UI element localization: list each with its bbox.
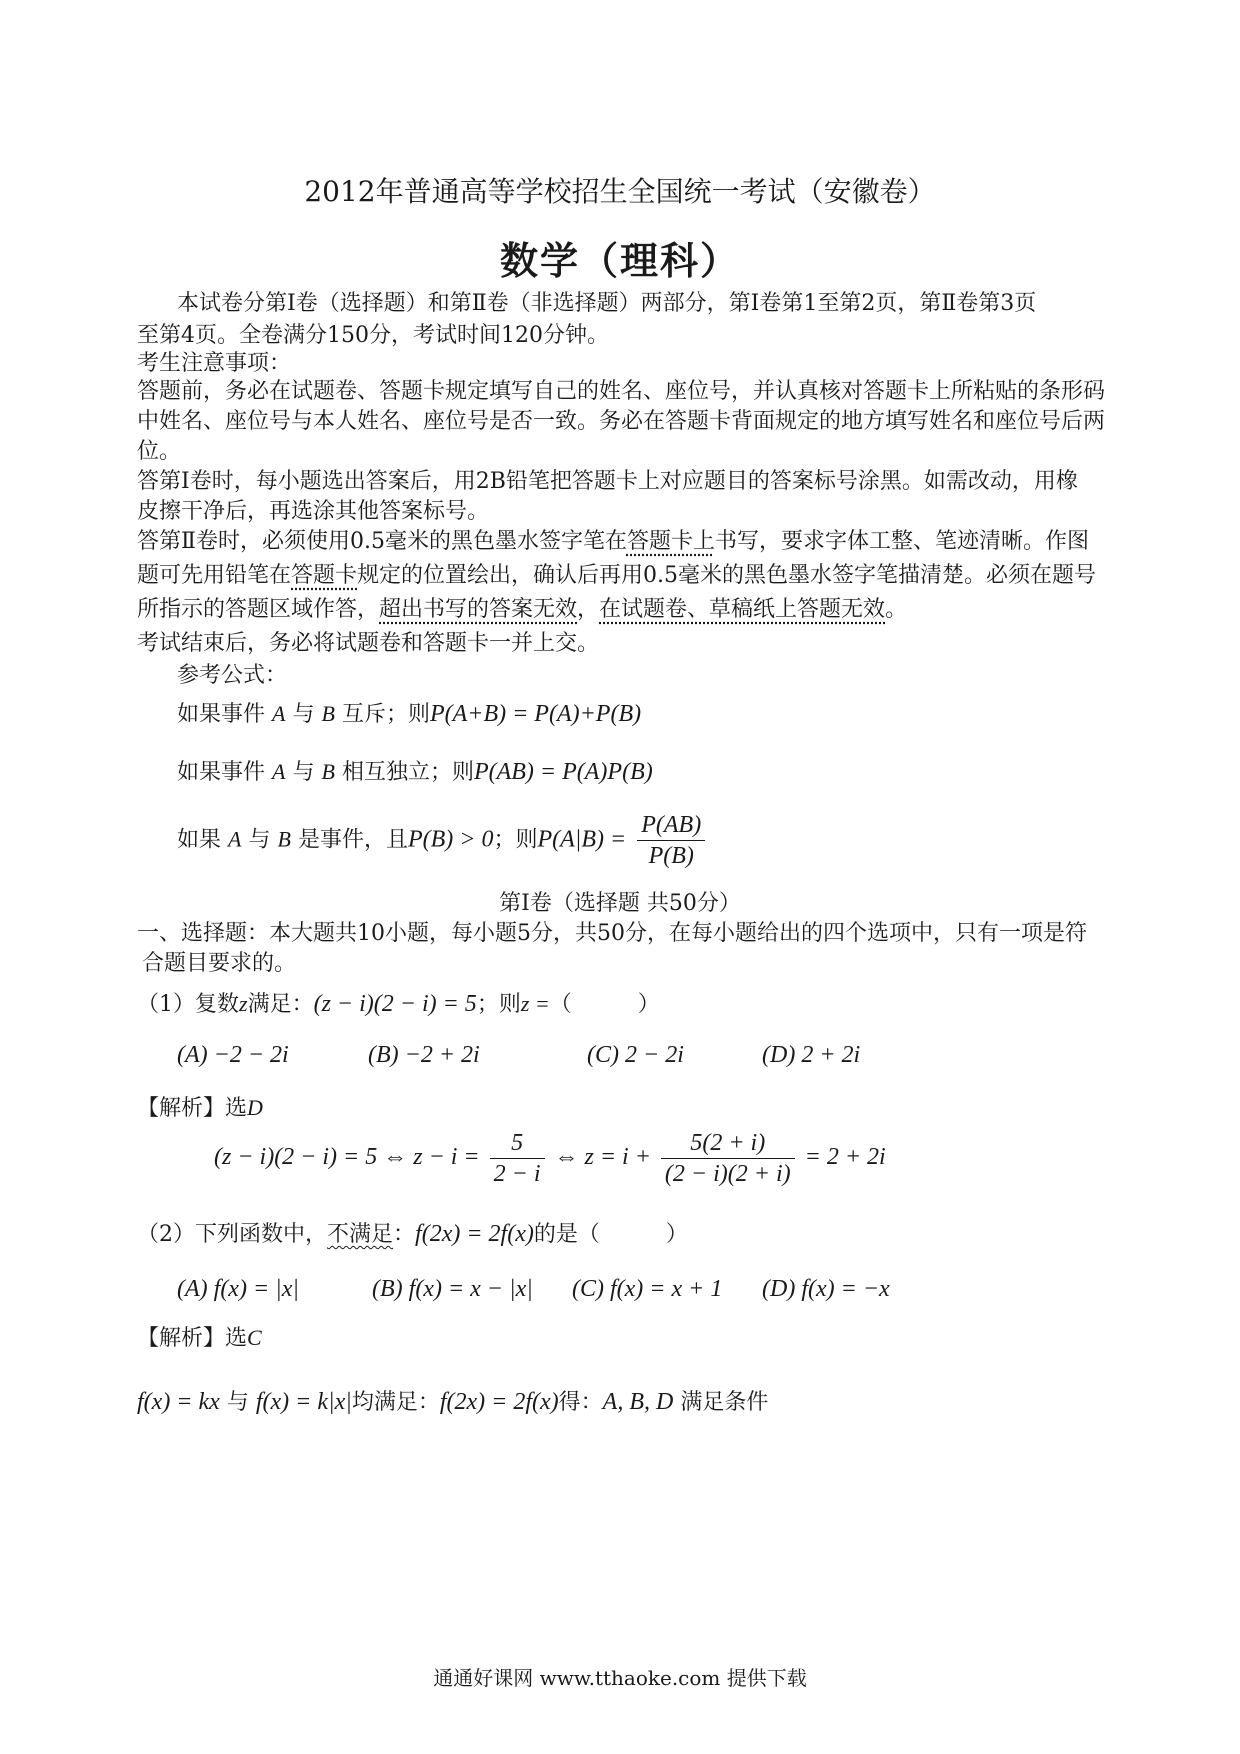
formula-text: 相互独立；则 — [341, 760, 474, 785]
emphasis-answer-card: 答题卡 — [291, 563, 358, 588]
notice-3-line-3 — [137, 594, 907, 626]
notice-3-text: 题可先用铅笔在 — [137, 563, 292, 588]
math-expression: P(B) > 0 — [407, 826, 494, 853]
math-var: B — [277, 826, 291, 852]
math-var: A — [228, 826, 242, 852]
fraction-denominator: 2 − i — [493, 1161, 541, 1187]
emphasis-invalid-draft: 在试题卷、草稿纸上答题无效 — [599, 597, 886, 622]
formula-text: 与 — [292, 760, 315, 785]
analysis-answer: C — [247, 1325, 262, 1350]
notice-2-line-2: 皮擦干净后，再选涂其他答案标号。 — [137, 499, 490, 524]
math-expression: P(A+B) = P(A)+P(B) — [429, 701, 642, 727]
question-2-option-c: (C) f(x) = x + 1 — [572, 1276, 723, 1302]
question-1-solution — [214, 1128, 886, 1189]
conditional-probability-fraction — [637, 810, 705, 871]
formula-text: 如果事件 — [177, 760, 266, 785]
formula-1 — [177, 698, 641, 731]
exam-title: 2012年普通高等学校招生全国统一考试（安徽卷） — [304, 175, 936, 208]
solution-text: 均满足： — [351, 1390, 440, 1415]
math-expression: P(AB) = P(A)P(B) — [473, 759, 653, 785]
math-expression: (z − i)(2 − i) = 5 — [313, 991, 477, 1017]
notice-3-text: ， — [577, 597, 600, 622]
question-text: ： — [393, 1222, 416, 1247]
emphasis-answer-card: 答题卡上 — [626, 529, 715, 554]
formula-text: 与 — [248, 827, 271, 853]
question-1-stem — [137, 988, 660, 1021]
fraction-numerator: 5 — [490, 1128, 545, 1159]
math-expression: = 2 + 2i — [804, 1144, 886, 1171]
formula-text: 如果事件 — [177, 702, 266, 727]
analysis-answer: D — [247, 1095, 263, 1120]
formula-text: 互斥；则 — [341, 702, 430, 727]
formula-text: 是事件，且 — [297, 827, 408, 853]
formula-text: ；则 — [493, 827, 538, 853]
section-1-desc-line-1: 一、选择题：本大题共10小题，每小题5分，共50分，在每小题给出的四个选项中，只有一项是符 — [137, 921, 1087, 946]
notice-4: 考试结束后，务必将试题卷和答题卡一并上交。 — [137, 631, 600, 656]
question-2-option-d: (D) f(x) = −x — [762, 1276, 890, 1302]
question-2-analysis — [137, 1322, 262, 1355]
fraction-denominator: (2 − i)(2 + i) — [664, 1161, 791, 1187]
answer-blank: （ ） — [549, 992, 660, 1017]
formula-text: 如果 — [177, 827, 222, 853]
math-expression: ⇔ z = i + — [554, 1144, 651, 1171]
notice-3-text: 所指示的答题区域作答， — [137, 597, 380, 622]
math-expression: f(2x) = 2f(x) — [439, 1389, 559, 1415]
math-var: B — [321, 701, 335, 726]
question-text: ；则 — [476, 992, 521, 1017]
notice-3-text: 规定的位置绘出，确认后再用0.5毫米的黑色墨水签字笔描清楚。必须在题号 — [357, 563, 1097, 588]
intro-line-1: 本试卷分第Ⅰ卷（选择题）和第Ⅱ卷（非选择题）两部分，第Ⅰ卷第1至第2页，第Ⅱ卷第3页 — [177, 291, 1037, 316]
math-expression: P(A|B) = — [537, 826, 627, 853]
section-1-desc-line-2: 合题目要求的。 — [142, 951, 297, 976]
math-expression: f(x) = k|x| — [255, 1389, 352, 1415]
math-var: A — [272, 701, 286, 726]
intro-line-2: 至第4页。全卷满分150分，考试时间120分钟。 — [137, 323, 609, 348]
question-text: （1）复数 — [137, 992, 239, 1017]
math-var: A — [272, 759, 286, 784]
question-text: 的是（ ） — [533, 1222, 688, 1247]
question-1-analysis — [137, 1092, 263, 1125]
section-1-heading: 第Ⅰ卷（选择题 共50分） — [499, 891, 741, 916]
footer-source: 通通好课网 www.tthaoke.com 提供下载 — [433, 1666, 807, 1690]
solution-text: 得： — [558, 1390, 603, 1415]
question-2-option-b: (B) f(x) = x − |x| — [372, 1276, 533, 1302]
emphasis-not-satisfy: 不满足 — [327, 1222, 394, 1247]
solution-text: 与 — [226, 1390, 249, 1415]
question-2-stem — [137, 1218, 688, 1251]
notice-3-text: 书写，要求字体工整、笔迹清晰。作图 — [714, 529, 1089, 554]
notice-1-line-2: 中姓名、座位号与本人姓名、座位号是否一致。务必在答题卡背面规定的地方填写姓名和座位号后两 — [137, 409, 1106, 434]
solution-fraction-1 — [490, 1128, 545, 1189]
fraction-denominator: P(B) — [648, 843, 694, 869]
solution-fraction-2 — [661, 1128, 795, 1189]
formula-2 — [177, 756, 653, 789]
notice-1-line-3: 位。 — [137, 439, 182, 464]
math-expression: (z − i)(2 − i) = 5 ⇔ z − i = — [214, 1144, 480, 1171]
question-text: （2）下列函数中， — [137, 1222, 327, 1247]
analysis-label: 【解析】选 — [137, 1326, 248, 1351]
math-var: z — [239, 991, 248, 1016]
question-1-option-c: (C) 2 − 2i — [587, 1042, 684, 1068]
question-2-solution — [137, 1386, 768, 1419]
emphasis-invalid-answer: 超出书写的答案无效 — [379, 597, 578, 622]
question-text: 满足： — [247, 992, 314, 1017]
subject-title: 数学（理科） — [499, 238, 740, 283]
notice-3-line-2 — [137, 560, 1096, 592]
formula-heading: 参考公式： — [177, 663, 288, 688]
question-1-option-d: (D) 2 + 2i — [762, 1042, 861, 1068]
notice-3-line-1 — [137, 526, 1089, 558]
formula-3 — [177, 810, 709, 871]
fraction-numerator: 5(2 + i) — [661, 1128, 795, 1159]
notice-1-line-1: 答题前，务必在试题卷、答题卡规定填写自己的姓名、座位号，并认真核对答题卡上所粘贴的条形码 — [137, 379, 1106, 404]
question-2-option-a: (A) f(x) = |x| — [177, 1276, 299, 1302]
formula-text: 与 — [292, 702, 315, 727]
math-expression: A, B, D — [602, 1389, 674, 1415]
solution-text: 满足条件 — [680, 1390, 769, 1415]
fraction-numerator: P(AB) — [637, 810, 705, 841]
notice-2-line-1: 答第Ⅰ卷时，每小题选出答案后，用2B铅笔把答题卡上对应题目的答案标号涂黑。如需改动，用橡 — [137, 469, 1078, 494]
math-expression: f(x) = kx — [137, 1389, 220, 1415]
math-var: B — [321, 759, 335, 784]
math-expression: z = — [520, 991, 550, 1016]
notice-3-text: 答第Ⅱ卷时，必须使用0.5毫米的黑色墨水签字笔在 — [137, 529, 627, 554]
math-expression: f(2x) = 2f(x) — [415, 1221, 534, 1247]
question-1-option-a: (A) −2 − 2i — [177, 1042, 289, 1068]
analysis-label: 【解析】选 — [137, 1096, 248, 1121]
notice-heading: 考生注意事项： — [137, 351, 292, 376]
question-1-option-b: (B) −2 + 2i — [368, 1042, 480, 1068]
notice-3-text: 。 — [885, 597, 908, 622]
